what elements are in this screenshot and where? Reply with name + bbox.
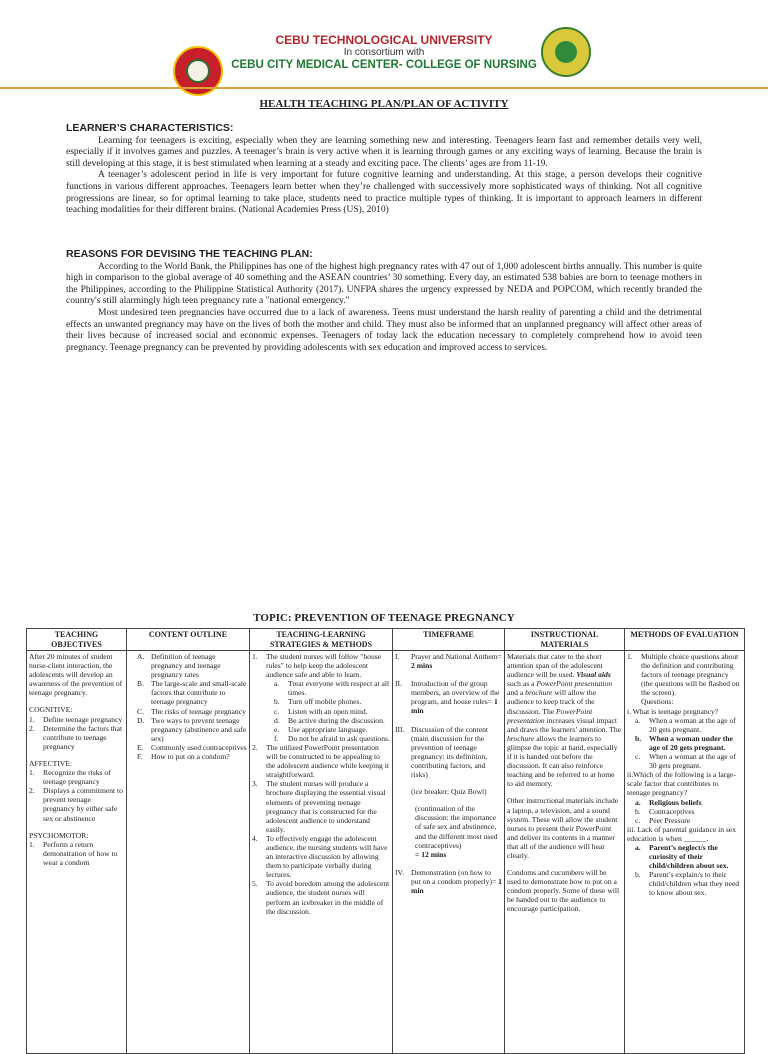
ccmc-seal-icon: [541, 27, 591, 77]
materials-paragraph-2: Other instructional materials include a laptop, a television, and a sound system. These will allow the student nurses to present their PowerPoint and deliver its contents in a manner that all of the audience will hear clearly.: [507, 796, 619, 860]
content-outline-list: [129, 652, 247, 761]
list-item: d. Be active during the discussion.: [274, 715, 385, 725]
column-header: INSTRUCTIONAL MATERIALS: [505, 629, 625, 651]
list-item: 2. The utilized PowerPoint presentation will be constructed to be appealing to the adolescent audience while keeping it straightforward.: [252, 742, 389, 780]
column-header: METHODS OF EVALUATION: [625, 629, 745, 651]
list-item: F. How to put on a condom?: [137, 752, 230, 762]
reasons-paragraph-1: According to the World Bank, the Philippines has one of the highest high pregnancy rates with 47 out of 1,000 adolescent births annually. This number is quite high in comparison to the global average of 40 something and the ASEAN countries’ 30 something. Every day, an estimated 538 babies are born to teenage mothers in the Philippines, according to the Philippine Statistical Authority (2017). UNFPA shares the urgency expressed by NEDA and POPCOM, which recently branded the country's still alarmingly high teen pregnancy rate a "national emergency.": [66, 261, 702, 307]
list-item: IV. Demonstration (on how to put on a condom properly)= 1 min: [395, 867, 502, 895]
learner-paragraph-1: Learning for teenagers is exciting, especially when they are learning something new and interesting. Teenagers learn fast and remember details very well, especially if it involves games and puzzles. A teenager’s brain is very active when it is learning through games or any exciting ways of learning. Because the brain is still developing at this stage, it is best stimulated when learning at a steady and exciting pace. The clients’ ages are from 11-19.: [66, 135, 702, 169]
college-name: CEBU CITY MEDICAL CENTER- COLLEGE OF NURSING: [231, 59, 537, 71]
document-title: HEALTH TEACHING PLAN/PLAN OF ACTIVITY: [259, 98, 509, 110]
cognitive-label: COGNITIVE:: [29, 705, 73, 715]
questions-label: Questions:: [641, 697, 674, 707]
table-row: [27, 651, 745, 1054]
materials-paragraph-1: Materials that cater to the short attention span of the adolescent audience will be used. Visual aids such as a PowerPoint presentation and a brochure will allow the audience to keep track of the discussion. The PowerPoint presentation increases visual impact and draws the learners’ attention. The brochure allows the learners to glimpse the topic at hand, especially if it is handed out before the discussion. It can also reinforce teaching and be referred to at home to aid memory.: [507, 652, 622, 789]
column-header: TIMEFRAME: [393, 629, 505, 651]
list-item: I. Prayer and National Anthem= 2 mins: [395, 652, 502, 671]
learner-paragraph-2: A teenager’s adolescent period in life is very important for future cognitive learning and understanding. At this stage, a person develops their cognitive functions in various different approaches. Teenagers learn better when they’re challenged with successively more sophisticated ways of thinking. Not all cognitive progressions are linear, so for optimal learning to take place, students need to practice multiple types of thinking. It is important to approach learners in different teaching modalities for their different brains. (National Academies Press (US), 2010): [66, 170, 702, 216]
list-item: b. Turn off mobile phones.: [274, 697, 362, 707]
option-item-correct: a. Religious beliefs: [635, 797, 702, 807]
materials-paragraph-3: Condoms and cucumbers will be used to demonstrate how to put on a condom properly. Some of these will be handed out to the audience to encourage participation.: [507, 868, 620, 914]
list-item: 4. To effectively engage the adolescent audience, the nursing students will have an interactive discussion by allowing them to participate verbally during lectures.: [252, 833, 388, 880]
list-item: 1. Multiple choice questions about the definition and contributing factors of teenage pregnancy (the questions will be flashed on the screen). Questions:: [627, 652, 742, 707]
list-item: c. Listen with an open mind.: [274, 706, 368, 716]
list-item: II. Introduction of the group members, an overview of the program, and house rules= 1 min: [395, 679, 500, 716]
option-item: c. Peer Pressure: [635, 815, 691, 825]
question-1-options: [627, 716, 742, 771]
content-outline-cell: [127, 651, 250, 1054]
icebreaker-note: (ice breaker: Quiz Bowl): [411, 787, 487, 797]
header-divider: [0, 87, 768, 89]
question-2: ii.Which of the following is a large-scale factor that contributes to teenage pregnancy?: [627, 770, 736, 798]
affective-label: AFFECTIVE:: [29, 758, 73, 768]
list-item: E. Commonly used contraceptives: [137, 742, 247, 752]
consortium-text: In consortium with: [343, 47, 425, 58]
university-name: CEBU TECHNOLOGICAL UNIVERSITY: [275, 33, 493, 47]
timeframe-cell: [393, 651, 505, 1054]
option-item: b. Parent’s explain/s to their child/children what they need to know about sex.: [635, 870, 740, 898]
option-item: a. When a woman at the age of 20 gets pregnant.: [635, 715, 736, 734]
continuation-note: (continuation of the discussion: the importance of safe sex and abstinence, and the different most used contraceptives): [415, 804, 498, 850]
list-item: 2. Determine the factors that contribute to teenage pregnancy: [29, 723, 123, 751]
psychomotor-label: PSYCHOMOTOR:: [29, 830, 89, 840]
psychomotor-list: [29, 840, 124, 867]
question-2-options: [627, 798, 742, 825]
list-item: 2. Displays a commitment to prevent teenage pregnancy by either safe sex or abstinence: [29, 786, 123, 823]
list-item: 3. The student nurses will produce a brochure displaying the essential visual elements of preventing teenage pregnancy that is constructed for the adolescent audience to understand easily.: [252, 779, 386, 834]
option-item: b. Contraceptives: [635, 806, 695, 816]
reasons-heading: REASONS FOR DEVISING THE TEACHING PLAN:: [66, 248, 313, 260]
list-item: C. The risks of teenage pregnancy: [137, 706, 246, 716]
list-item: 1. Recognize the risks of teenage pregnancy: [29, 768, 111, 787]
option-item-correct: a. Parent’s neglect/s the curiosity of their child/children about sex.: [635, 842, 729, 871]
list-item: 5. To avoid boredom among the adolescent audience, the student nurses will perform an icebreaker in the middle of the discussion.: [252, 879, 390, 916]
evaluation-list: [627, 652, 742, 707]
list-item: B. The large-scale and small-scale factors that contribute to teenage pregnancy: [137, 679, 247, 707]
option-item-correct: b. When a woman under the age of 20 gets pregnant.: [635, 733, 733, 752]
question-1: i. What is teenage pregnancy?: [627, 706, 719, 716]
list-item: D. Two ways to prevent teenage pregnancy (abstinence and safe sex): [137, 715, 247, 743]
reasons-paragraph-2: Most undesired teen pregnancies have occurred due to a lack of awareness. Teens must understand the harsh reality of parenting a child and the detrimental effects an unwanted pregnancy may have on the lives of both the mother and child. They must also be informed that an unplanned pregnancy will affect other areas of their lives because of increased social and economic expenses. Teenagers of today lack the education necessary to completely comprehend how to avoid teen pregnancy. Teenage pregnancy can be prevented by providing adolescents with sex education and improved access to services.: [66, 307, 702, 353]
column-header: CONTENT OUTLINE: [127, 629, 250, 651]
reasons-section: [66, 249, 702, 354]
list-item: f. Do not be afraid to ask questions.: [274, 733, 390, 743]
option-item: c. When a woman at the age of 30 gets pregnant.: [635, 752, 736, 771]
table-header-row: [27, 629, 745, 651]
list-item: 1. The student nurses will follow "house rules" to help keep the adolescent audience safe and able to learn. a. Treat everyone with respect at all times. b. Turn off mobile phones. c. Listen with an open mind. d. Be active during the discussion. e. Use appropriate language. f. Do not be afraid to ask questions.: [252, 652, 390, 743]
objectives-cell: [27, 651, 127, 1054]
cognitive-list: [29, 715, 124, 751]
learner-heading: LEARNER’S CHARACTERISTICS:: [66, 122, 234, 134]
strategies-cell: [250, 651, 393, 1054]
materials-cell: [505, 651, 625, 1054]
objectives-intro: After 20 minutes of student nurse-client interaction, the adolescents will develop an awareness of the prevention of teenage pregnancy.: [29, 652, 123, 698]
list-item: III. Discussion of the content (main discussion for the prevention of teenage pregnancy: its definition, contributing factors, and risks) (ice breaker: Quiz Bowl) (continuation of the discussion: the importance of safe sex and abstinence, and the different most used contraceptives) = 12 mins: [395, 725, 502, 859]
column-header: TEACHING OBJECTIVES: [27, 629, 127, 651]
column-header: TEACHING-LEARNING STRATEGIES & METHODS: [250, 629, 393, 651]
document-header: [0, 0, 768, 88]
learner-characteristics-section: [66, 123, 702, 217]
question-3-options: [627, 843, 742, 898]
discussion-time: = 12 mins: [415, 849, 447, 859]
timeframe-list: [395, 652, 502, 895]
affective-list: [29, 768, 124, 823]
question-3: iii. Lack of parental guidance in sex education is when ______.: [627, 824, 737, 843]
topic-title: TOPIC: PREVENTION OF TEENAGE PREGNANCY: [253, 612, 515, 624]
list-item: 1. Perform a return demonstration of how to wear a condom: [29, 839, 118, 867]
list-item: e. Use appropriate language.: [274, 724, 368, 734]
list-item: 1. Define teenage pregnancy: [29, 714, 123, 724]
list-item: a. Treat everyone with respect at all times.: [274, 679, 390, 698]
house-rules-list: [266, 679, 390, 743]
teaching-plan-table: [26, 628, 745, 1054]
list-item: A. Definition of teenage pregnancy and teenage pregnancy rates: [137, 652, 221, 680]
strategies-list: [252, 652, 390, 916]
evaluation-cell: [625, 651, 745, 1054]
